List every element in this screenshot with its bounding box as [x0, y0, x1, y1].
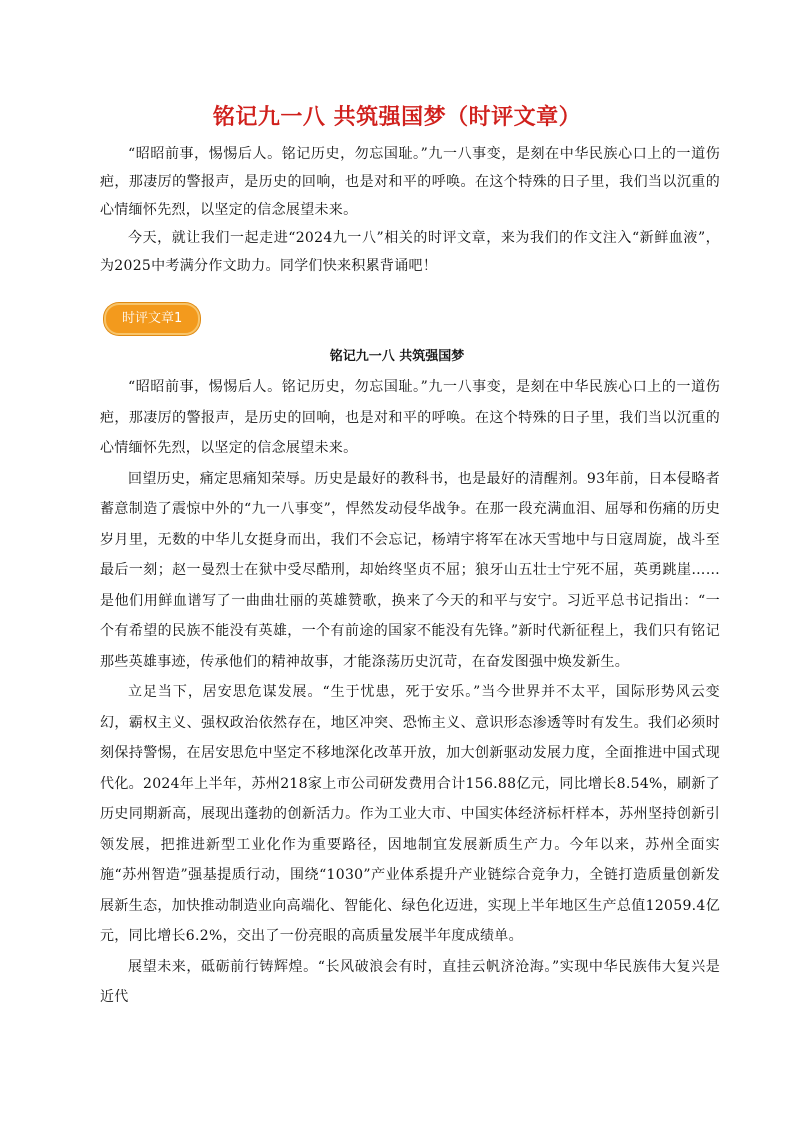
article-body [100, 372, 720, 1013]
page-title: 铭记九一八 共筑强国梦（时评文章） [212, 105, 582, 130]
section-badge: 时评文章1 [104, 303, 200, 335]
article-paragraph: 展望未来，砥砺前行铸辉煌。“长风破浪会有时，直挂云帆济沧海。”实现中华民族伟大复兴是近代 [100, 958, 720, 1005]
article-paragraph: “昭昭前事，惕惕后人。铭记历史，勿忘国耻。”九一八事变，是刻在中华民族心口上的一道伤疤，那凄厉的警报声，是历史的回响，也是对和平的呼唤。在这个特殊的日子里，我们当以沉重的心情缅怀先烈，以坚定的信念展望未来。 [100, 379, 720, 456]
article-paragraph: 回望历史，痛定思痛知荣辱。历史是最好的教科书，也是最好的清醒剂。93年前，日本侵略者蓄意制造了震惊中外的“九一八事变”，悍然发动侵华战争。在那一段充满血泪、屈辱和伤痛的历史岁月里，无数的中华儿女挺身而出，我们不会忘记，杨靖宇将军在冰天雪地中与日寇周旋，战斗至最后一刻；赵一曼烈士在狱中受尽酷刑，却始终坚贞不屈；狼牙山五壮士宁死不屈，英勇跳崖……是他们用鲜血谱写了一曲曲壮丽的英雄赞歌，换来了今天的和平与安宁。习近平总书记指出：“一个有希望的民族不能没有英雄，一个有前途的国家不能没有先锋。”新时代新征程上，我们只有铭记那些英雄事迹，传承他们的精神故事，才能涤荡历史沉苛，在奋发图强中焕发新生。 [100, 470, 720, 670]
article-title: 铭记九一八 共筑强国梦 [329, 349, 465, 364]
article-paragraph: 立足当下，居安思危谋发展。“生于忧患，死于安乐。”当今世界并不太平，国际形势风云变幻，霸权主义、强权政治依然存在，地区冲突、恐怖主义、意识形态渗透等时有发生。我们必须时刻保持警惕，在居安思危中坚定不移地深化改革开放，加大创新驱动发展力度，全面推进中国式现代化。2024年上半年，苏州218家上市公司研发费用合计156.88亿元，同比增长8.54%，刷新了历史同期新高，展现出蓬勃的创新活力。作为工业大市、中国实体经济标杆样本，苏州坚持创新引领发展，把推进新型工业化作为重要路径，因地制宜发展新质生产力。今年以来，苏州全面实施“苏州智造”强基提质行动，围绕“1030”产业体系提升产业链综合竞争力，全链打造质量创新发展新生态，加快推动制造业向高端化、智能化、绿色化迈进，实现上半年地区生产总值12059.4亿元，同比增长6.2%，交出了一份亮眼的高质量发展半年度成绩单。 [100, 684, 720, 944]
intro-paragraph: 今天，就让我们一起走进“2024九一八”相关的时评文章，来为我们的作文注入“新鲜血液”，为2025中考满分作文助力。同学们快来积累背诵吧！ [100, 230, 720, 274]
intro-section [100, 140, 720, 280]
intro-paragraph: “昭昭前事，惕惕后人。铭记历史，勿忘国耻。”九一八事变，是刻在中华民族心口上的一道伤疤，那凄厉的警报声，是历史的回响，也是对和平的呼唤。在这个特殊的日子里，我们当以沉重的心情缅怀先烈，以坚定的信念展望未来。 [100, 146, 720, 218]
